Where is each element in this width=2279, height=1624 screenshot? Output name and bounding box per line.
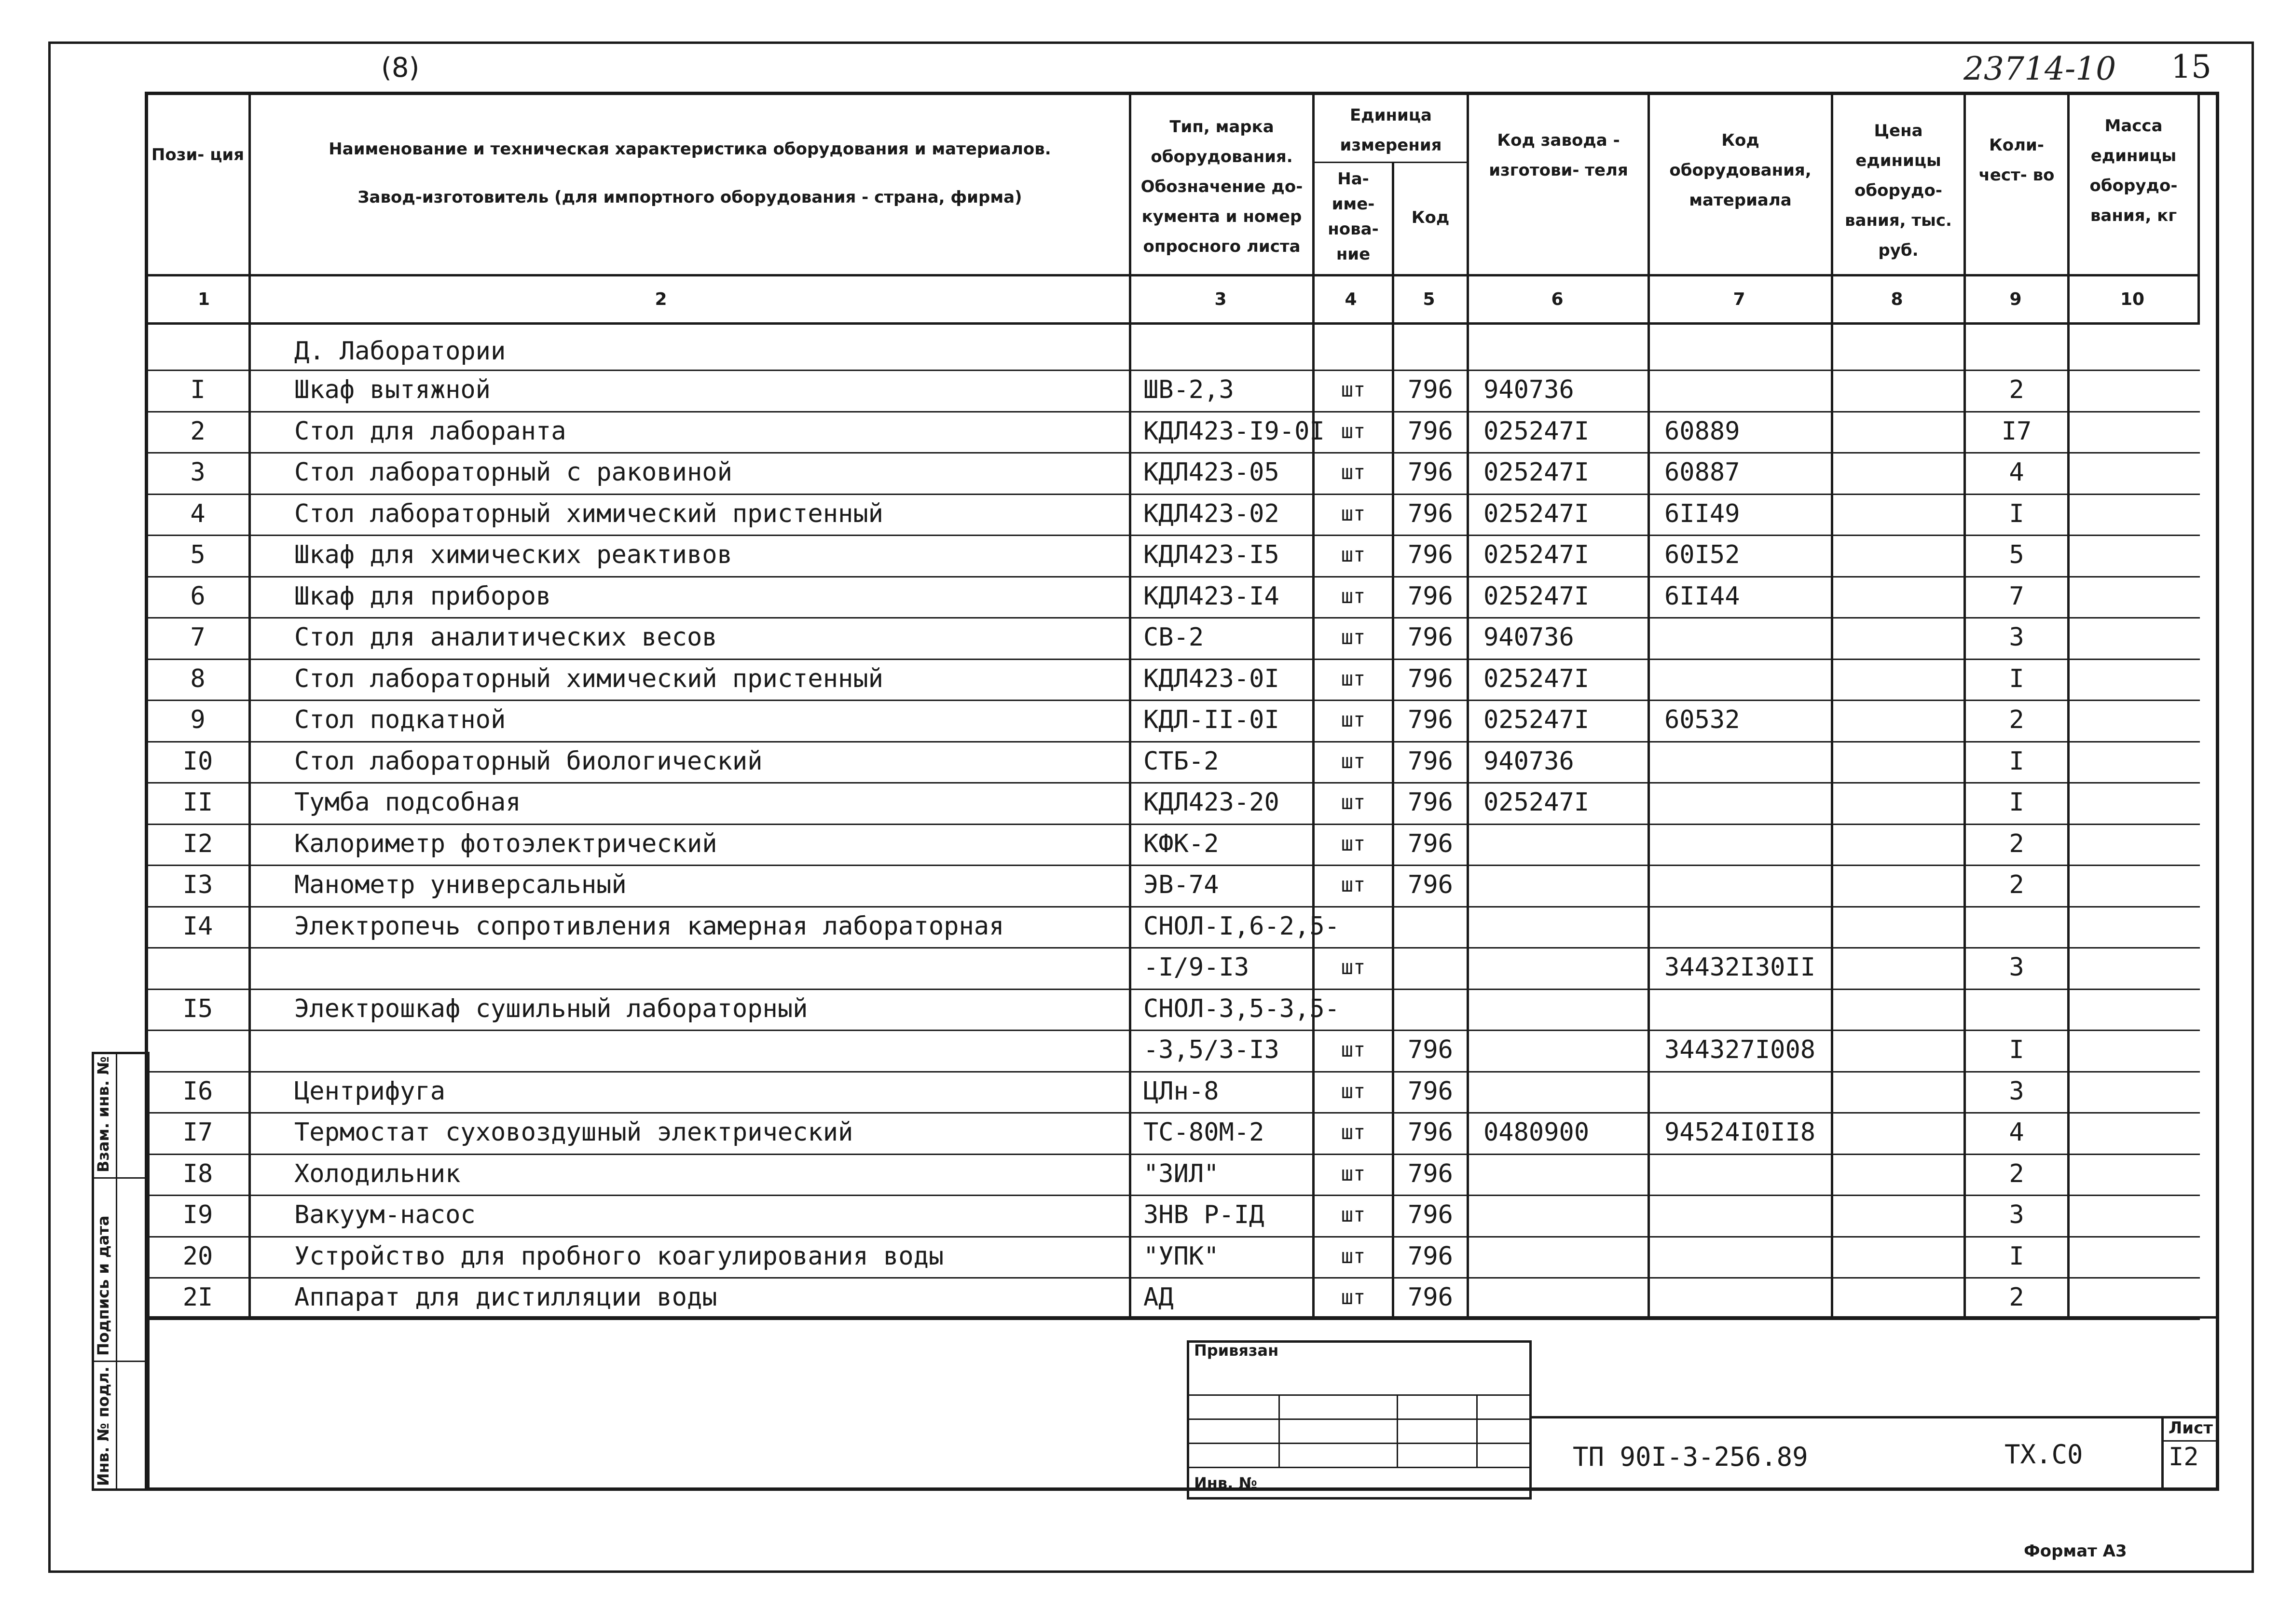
cell-type: ЦЛн-8 bbox=[1143, 1076, 1219, 1106]
cell-type: -I/9-I3 bbox=[1143, 953, 1249, 982]
row-divider bbox=[145, 1277, 2200, 1279]
row-divider bbox=[145, 452, 2200, 454]
cell-type: КДЛ423-20 bbox=[1143, 788, 1279, 817]
colnum-3: 3 bbox=[1214, 289, 1227, 309]
cell-unit: шт bbox=[1341, 1079, 1366, 1103]
cell-factory-code: 0480900 bbox=[1483, 1118, 1590, 1147]
cell-quantity: 2 bbox=[2009, 829, 2024, 858]
row-divider bbox=[145, 1030, 2200, 1031]
cell-unit-code: 796 bbox=[1408, 1035, 1453, 1064]
cell-type: КФК-2 bbox=[1143, 829, 1219, 858]
cell-quantity: 2 bbox=[2009, 375, 2024, 404]
cell-unit: шт bbox=[1341, 625, 1366, 649]
col-divider-1 bbox=[248, 92, 251, 1317]
cell-factory-code: 940736 bbox=[1483, 746, 1574, 776]
cell-equipment-code: 60889 bbox=[1664, 416, 1740, 446]
cell-factory-code: 025247I bbox=[1483, 499, 1590, 528]
doc-code: ТП 90I-3-256.89 bbox=[1573, 1442, 1808, 1472]
row-divider bbox=[145, 1236, 2200, 1238]
cell-position: I bbox=[190, 375, 206, 404]
cell-position: I5 bbox=[182, 994, 213, 1023]
header-quantity: Коли- чест- во bbox=[1978, 136, 2055, 185]
cell-name: Стол для аналитических весов bbox=[294, 623, 717, 652]
header-name-line1: Наименование и техническая характеристика оборудования и материалов. bbox=[329, 139, 1051, 159]
cell-name: Холодильник bbox=[294, 1159, 461, 1188]
cell-unit-code: 796 bbox=[1408, 1076, 1453, 1106]
row-divider bbox=[145, 1154, 2200, 1155]
cell-quantity: 4 bbox=[2009, 458, 2024, 487]
unit-group-divider bbox=[1312, 162, 1467, 163]
header-price: Цена единицы оборудо- вания, тыс. руб. bbox=[1845, 121, 1952, 260]
privyazan-row-3 bbox=[1187, 1443, 1532, 1444]
row-divider bbox=[145, 947, 2200, 949]
cell-quantity: 3 bbox=[2009, 953, 2024, 982]
cell-unit-code: 796 bbox=[1408, 1241, 1453, 1271]
cell-equipment-code: 60532 bbox=[1664, 705, 1740, 734]
cell-quantity: 7 bbox=[2009, 581, 2024, 611]
header-type: Тип, марка оборудования. Обозначение до- кумента и номер опросного листа bbox=[1140, 117, 1303, 256]
cell-quantity: 2 bbox=[2009, 1159, 2024, 1188]
cell-position: 6 bbox=[190, 581, 206, 611]
cell-factory-code: 025247I bbox=[1483, 581, 1590, 611]
privyazan-col-2 bbox=[1397, 1394, 1398, 1467]
doc-code-handwritten: 23714-10 bbox=[1963, 50, 2116, 87]
cell-unit-code: 796 bbox=[1408, 1118, 1453, 1147]
cell-factory-code: 025247I bbox=[1483, 540, 1590, 569]
title-block-top bbox=[1532, 1416, 2219, 1418]
header-equipment-code: Код оборудования, материала bbox=[1669, 131, 1812, 210]
cell-position: I9 bbox=[182, 1200, 213, 1229]
sheet-cell-line bbox=[2161, 1440, 2219, 1442]
cell-name: Электрошкаф сушильный лабораторный bbox=[294, 994, 808, 1023]
cell-unit: шт bbox=[1341, 666, 1366, 690]
cell-position: I4 bbox=[182, 911, 213, 941]
cell-equipment-code: 94524I0II8 bbox=[1664, 1118, 1816, 1147]
cell-name: Вакуум-насос bbox=[294, 1200, 476, 1229]
cell-unit: шт bbox=[1341, 501, 1366, 525]
cell-unit: шт bbox=[1341, 873, 1366, 896]
header-unit-name: На- име- нова- ние bbox=[1328, 169, 1379, 264]
row-divider bbox=[145, 494, 2200, 495]
cell-unit-code: 796 bbox=[1408, 705, 1453, 734]
cell-type: СТБ-2 bbox=[1143, 746, 1219, 776]
cell-unit: шт bbox=[1341, 1285, 1366, 1309]
cell-type: -3,5/3-I3 bbox=[1143, 1035, 1279, 1064]
col-divider-2 bbox=[1129, 92, 1131, 1317]
cell-unit: шт bbox=[1341, 749, 1366, 773]
cell-quantity: 3 bbox=[2009, 1200, 2024, 1229]
cell-name: Шкаф для химических реактивов bbox=[294, 540, 732, 569]
colnum-5: 5 bbox=[1423, 289, 1435, 309]
side-label-inv-podl: Инв. № подл. bbox=[94, 1366, 112, 1486]
privyazan-row-1 bbox=[1187, 1394, 1532, 1396]
cell-name: Тумба подсобная bbox=[294, 788, 521, 817]
format-label: Формат А3 bbox=[2024, 1541, 2127, 1561]
cell-factory-code: 940736 bbox=[1483, 375, 1574, 404]
col-divider-5 bbox=[1467, 92, 1469, 1317]
cell-name: Шкаф для приборов bbox=[294, 581, 551, 611]
privyazan-col-3 bbox=[1476, 1394, 1478, 1467]
cell-equipment-code: 34432I30II bbox=[1664, 953, 1816, 982]
cell-quantity: I bbox=[2009, 499, 2024, 528]
row-divider bbox=[145, 617, 2200, 619]
privyazan-label: Привязан bbox=[1194, 1341, 1279, 1360]
cell-equipment-code: 60I52 bbox=[1664, 540, 1740, 569]
cell-quantity: I bbox=[2009, 1241, 2024, 1271]
cell-position: I3 bbox=[182, 870, 213, 899]
cell-type: ЭВ-74 bbox=[1143, 870, 1219, 899]
side-label-podpis: Подпись и дата bbox=[94, 1215, 112, 1356]
cell-unit-code: 796 bbox=[1408, 1200, 1453, 1229]
cell-unit-code: 796 bbox=[1408, 664, 1453, 693]
col-divider-7 bbox=[1831, 92, 1833, 1317]
cell-quantity: 3 bbox=[2009, 623, 2024, 652]
side-stamp-split bbox=[116, 1052, 117, 1491]
cell-quantity: I bbox=[2009, 1035, 2024, 1064]
cell-unit-code: 796 bbox=[1408, 375, 1453, 404]
cell-position: I6 bbox=[182, 1076, 213, 1106]
cell-unit-code: 796 bbox=[1408, 458, 1453, 487]
privyazan-row-4 bbox=[1187, 1467, 1532, 1468]
cell-equipment-code: 6II44 bbox=[1664, 581, 1740, 611]
cell-unit-code: 796 bbox=[1408, 870, 1453, 899]
cell-factory-code: 025247I bbox=[1483, 458, 1590, 487]
header-position: Пози- ция bbox=[151, 145, 245, 165]
col-divider-9 bbox=[2067, 92, 2070, 1317]
cell-position: 7 bbox=[190, 623, 206, 652]
page-number-handwritten: 15 bbox=[2171, 48, 2211, 85]
cell-unit: шт bbox=[1341, 1038, 1366, 1061]
colnum-9: 9 bbox=[2009, 289, 2022, 309]
cell-position: 3 bbox=[190, 458, 206, 487]
cell-type: "УПК" bbox=[1143, 1241, 1219, 1271]
cell-unit-code: 796 bbox=[1408, 746, 1453, 776]
cell-position: 4 bbox=[190, 499, 206, 528]
header-unit-group: Единица измерения bbox=[1340, 106, 1442, 155]
privyazan-row-2 bbox=[1187, 1418, 1532, 1420]
cell-factory-code: 025247I bbox=[1483, 416, 1590, 446]
side-stamp-line-2 bbox=[92, 1361, 150, 1362]
col-divider-10 bbox=[2197, 92, 2200, 323]
cell-name: Центрифуга bbox=[294, 1076, 446, 1106]
section-title: Д. Лаборатории bbox=[294, 337, 506, 366]
cell-name: Манометр универсальный bbox=[294, 870, 627, 899]
cell-name: Термостат суховоздушный электрический bbox=[294, 1118, 853, 1147]
cell-name: Стол лабораторный биологический bbox=[294, 746, 763, 776]
cell-quantity: 2 bbox=[2009, 705, 2024, 734]
cell-name: Калориметр фотоэлектрический bbox=[294, 829, 717, 858]
cell-position: I8 bbox=[182, 1159, 213, 1188]
row-divider bbox=[145, 865, 2200, 866]
row-divider bbox=[145, 535, 2200, 536]
sheet-label: Лист bbox=[2169, 1418, 2213, 1438]
header-name-line2: Завод-изготовитель (для импортного оборудования - страна, фирма) bbox=[357, 188, 1022, 207]
privyazan-col-1 bbox=[1278, 1394, 1280, 1467]
header-mass: Масса единицы оборудо- вания, кг bbox=[2089, 116, 2178, 225]
cell-type: СНОЛ-3,5-3,5- bbox=[1143, 994, 1340, 1023]
cell-position: 2 bbox=[190, 416, 206, 446]
cell-name: Аппарат для дистилляции воды bbox=[294, 1283, 717, 1312]
cell-position: 5 bbox=[190, 540, 206, 569]
row-divider bbox=[145, 659, 2200, 660]
cell-name: Стол лабораторный химический пристенный bbox=[294, 499, 883, 528]
cell-type: КДЛ423-I9-0I bbox=[1143, 416, 1325, 446]
cell-quantity: I bbox=[2009, 664, 2024, 693]
colnum-bottom-line bbox=[145, 322, 2200, 325]
row-divider bbox=[145, 782, 2200, 784]
cell-unit: шт bbox=[1341, 460, 1366, 484]
side-stamp-line-1 bbox=[92, 1177, 150, 1179]
cell-type: КДЛ423-05 bbox=[1143, 458, 1279, 487]
cell-position: 20 bbox=[182, 1241, 213, 1271]
side-label-vzam: Взам. инв. № bbox=[94, 1056, 112, 1172]
cell-unit: шт bbox=[1341, 955, 1366, 979]
cell-quantity: I bbox=[2009, 746, 2024, 776]
cell-quantity: I7 bbox=[2001, 416, 2032, 446]
row-divider bbox=[145, 824, 2200, 825]
cell-type: СНОЛ-I,6-2,5- bbox=[1143, 911, 1340, 941]
cell-unit: шт bbox=[1341, 1161, 1366, 1185]
sheet-number: I2 bbox=[2169, 1443, 2199, 1472]
cell-unit-code: 796 bbox=[1408, 1283, 1453, 1312]
cell-name: Стол лабораторный с раковиной bbox=[294, 458, 732, 487]
cell-type: КДЛ423-I4 bbox=[1143, 581, 1279, 611]
cell-factory-code: 025247I bbox=[1483, 788, 1590, 817]
cell-name: Стол подкатной bbox=[294, 705, 506, 734]
cell-unit-code: 796 bbox=[1408, 1159, 1453, 1188]
row-divider bbox=[145, 576, 2200, 578]
row-divider bbox=[145, 1195, 2200, 1196]
cell-quantity: 2 bbox=[2009, 870, 2024, 899]
cell-position: 2I bbox=[182, 1283, 213, 1312]
inv-no-label: Инв. № bbox=[1194, 1474, 1257, 1492]
cell-name: Электропечь сопротивления камерная лабораторная bbox=[294, 911, 1004, 941]
cell-unit: шт bbox=[1341, 378, 1366, 401]
cell-unit: шт bbox=[1341, 419, 1366, 443]
row-divider bbox=[145, 1112, 2200, 1114]
header-top-line bbox=[145, 92, 2219, 94]
cell-unit: шт bbox=[1341, 543, 1366, 566]
cell-unit: шт bbox=[1341, 790, 1366, 814]
doc-mark: ТХ.С0 bbox=[2004, 1439, 2083, 1470]
section-row-divider bbox=[145, 370, 2200, 371]
cell-type: ШВ-2,3 bbox=[1143, 375, 1234, 404]
cell-type: "ЗИЛ" bbox=[1143, 1159, 1219, 1188]
cell-factory-code: 025247I bbox=[1483, 664, 1590, 693]
row-divider bbox=[145, 906, 2200, 908]
cell-unit-code: 796 bbox=[1408, 788, 1453, 817]
cell-unit: шт bbox=[1341, 584, 1366, 608]
sheet-cell-divider bbox=[2161, 1416, 2164, 1491]
cell-unit: шт bbox=[1341, 1244, 1366, 1268]
cell-factory-code: 940736 bbox=[1483, 623, 1574, 652]
row-divider bbox=[145, 1071, 2200, 1073]
row-divider bbox=[145, 989, 2200, 990]
cell-unit: шт bbox=[1341, 1120, 1366, 1144]
header-unit-code: Код bbox=[1411, 208, 1450, 227]
cell-quantity: I bbox=[2009, 788, 2024, 817]
cell-quantity: 4 bbox=[2009, 1118, 2024, 1147]
cell-unit-code: 796 bbox=[1408, 829, 1453, 858]
cell-name: Стол лабораторный химический пристенный bbox=[294, 664, 883, 693]
cell-unit-code: 796 bbox=[1408, 540, 1453, 569]
cell-unit-code: 796 bbox=[1408, 623, 1453, 652]
cell-type: СВ-2 bbox=[1143, 623, 1204, 652]
cell-type: ЗНВ Р-IД bbox=[1143, 1200, 1264, 1229]
cell-name: Шкаф вытяжной bbox=[294, 375, 491, 404]
colnum-2: 2 bbox=[655, 289, 667, 309]
cell-equipment-code: 60887 bbox=[1664, 458, 1740, 487]
cell-unit-code: 796 bbox=[1408, 499, 1453, 528]
colnum-8: 8 bbox=[1891, 289, 1903, 309]
sheet-marker: (8) bbox=[381, 52, 420, 83]
cell-type: КДЛ423-0I bbox=[1143, 664, 1279, 693]
cell-position: I2 bbox=[182, 829, 213, 858]
header-bottom-line bbox=[145, 274, 2200, 276]
cell-unit: шт bbox=[1341, 708, 1366, 731]
cell-unit: шт bbox=[1341, 831, 1366, 855]
cell-quantity: 5 bbox=[2009, 540, 2024, 569]
cell-equipment-code: 344327I008 bbox=[1664, 1035, 1816, 1064]
colnum-6: 6 bbox=[1551, 289, 1564, 309]
cell-unit-code: 796 bbox=[1408, 581, 1453, 611]
cell-type: КДЛ423-02 bbox=[1143, 499, 1279, 528]
header-factory-code: Код завода - изготови- теля bbox=[1489, 131, 1628, 180]
cell-type: КДЛ-II-0I bbox=[1143, 705, 1279, 734]
table-bottom-line bbox=[145, 1316, 2219, 1319]
cell-unit-code: 796 bbox=[1408, 416, 1453, 446]
colnum-10: 10 bbox=[2120, 289, 2145, 309]
cell-name: Устройство для пробного коагулирования воды bbox=[294, 1241, 944, 1271]
cell-quantity: 3 bbox=[2009, 1076, 2024, 1106]
cell-name: Стол для лаборанта bbox=[294, 416, 566, 446]
cell-position: 9 bbox=[190, 705, 206, 734]
cell-unit: шт bbox=[1341, 1203, 1366, 1226]
cell-position: II bbox=[182, 788, 213, 817]
colnum-4: 4 bbox=[1345, 289, 1357, 309]
cell-type: АД bbox=[1143, 1283, 1174, 1312]
cell-factory-code: 025247I bbox=[1483, 705, 1590, 734]
row-divider bbox=[145, 411, 2200, 413]
cell-type: ТС-80М-2 bbox=[1143, 1118, 1264, 1147]
cell-position: I7 bbox=[182, 1118, 213, 1147]
cell-type: КДЛ423-I5 bbox=[1143, 540, 1279, 569]
cell-quantity: 2 bbox=[2009, 1283, 2024, 1312]
cell-position: I0 bbox=[182, 746, 213, 776]
cell-equipment-code: 6II49 bbox=[1664, 499, 1740, 528]
colnum-7: 7 bbox=[1733, 289, 1745, 309]
row-divider bbox=[145, 700, 2200, 701]
cell-position: 8 bbox=[190, 664, 206, 693]
col-divider-6 bbox=[1647, 92, 1650, 1317]
row-divider bbox=[145, 741, 2200, 743]
